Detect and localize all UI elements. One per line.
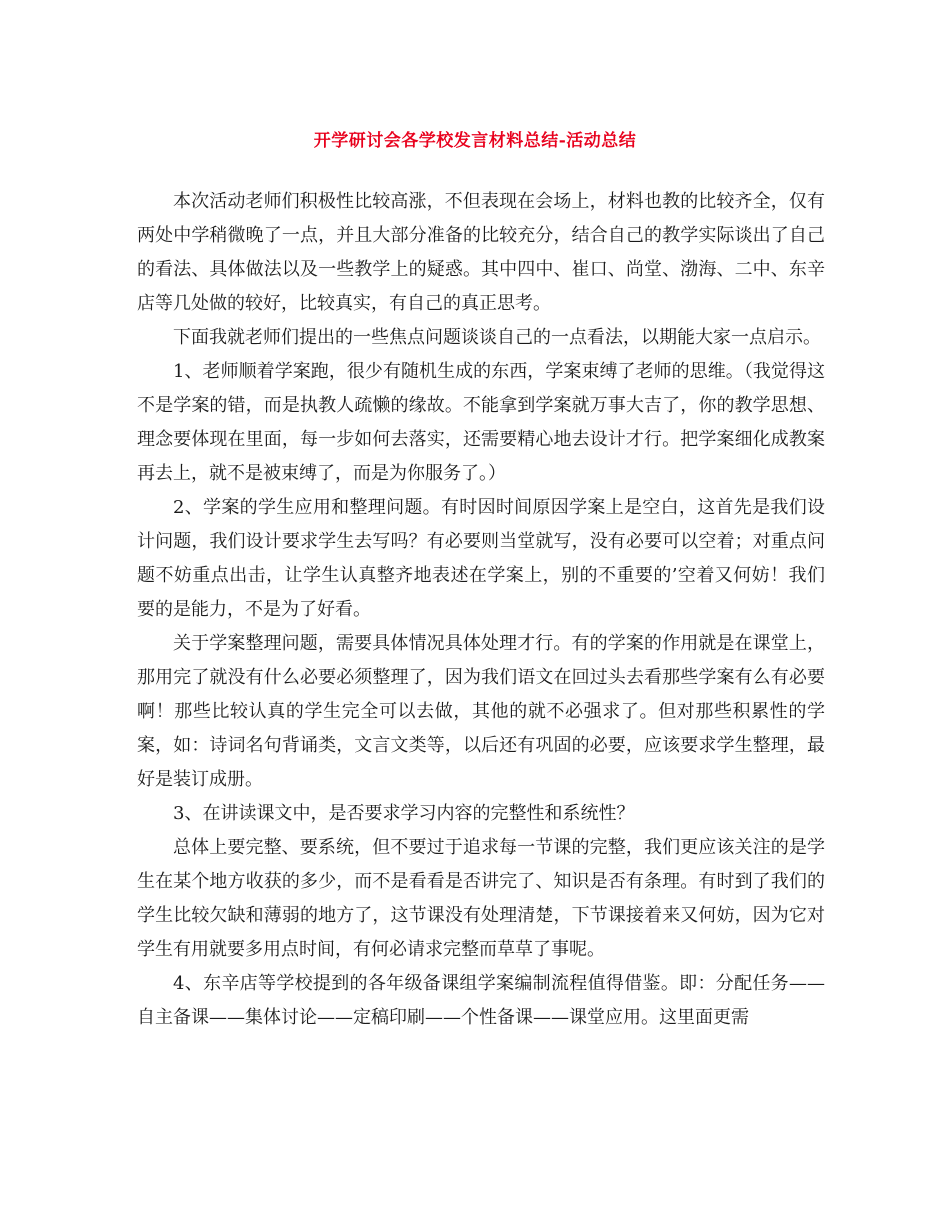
paragraph: 2、学案的学生应用和整理问题。有时因时间原因学案上是空白，这首先是我们设计问题，我们设计要求学生去写吗？有必要则当堂就写，没有必要可以空着；对重点问题不妨重点出击，让学生认真整齐地表述在学案上，别的不重要的’空着又何妨！我们要的是能力，不是为了好看。: [137, 497, 825, 620]
document-body: [137, 185, 825, 1035]
paragraph: 3、在讲读课文中，是否要求学习内容的完整性和系统性？: [173, 803, 635, 824]
paragraph: 4、东辛店等学校提到的各年级备课组学案编制流程值得借鉴。即：分配任务——自主备课——集体讨论——定稿印刷——个性备课——课堂应用。这里面更需: [137, 973, 825, 1028]
paragraph: 下面我就老师们提出的一些焦点问题谈谈自己的一点看法，以期能大家一点启示。: [173, 327, 821, 348]
paragraph: 总体上要完整、要系统，但不要过于追求每一节课的完整，我们更应该关注的是学生在某个地方收获的多少，而不是看看是否讲完了、知识是否有条理。有时到了我们的学生比较欠缺和薄弱的地方了，这节课没有处理清楚，下节课接着来又何妨，因为它对学生有用就要多用点时间，有何必请求完整而草草了事呢。: [137, 837, 825, 960]
paragraph: 1、老师顺着学案跑，很少有随机生成的东西，学案束缚了老师的思维。（我觉得这不是学案的错，而是执教人疏懒的缘故。不能拿到学案就万事大吉了，你的教学思想、理念要体现在里面，每一步如何去落实，还需要精心地去设计才行。把学案细化成教案再去上，就不是被束缚了，而是为你服务了。）: [137, 361, 825, 484]
paragraph: 本次活动老师们积极性比较高涨，不但表现在会场上，材料也教的比较齐全，仅有两处中学稍微晚了一点，并且大部分准备的比较充分，结合自己的教学实际谈出了自己的看法、具体做法以及一些教学上的疑惑。其中四中、崔口、尚堂、渤海、二中、东辛店等几处做的较好，比较真实，有自己的真正思考。: [137, 191, 825, 314]
document-title: 开学研讨会各学校发言材料总结-活动总结: [313, 131, 637, 151]
paragraph: 关于学案整理问题，需要具体情况具体处理才行。有的学案的作用就是在课堂上，那用完了就没有什么必要必须整理了，因为我们语文在回过头去看那些学案有么有必要啊！那些比较认真的学生完全可以去做，其他的就不必强求了。但对那些积累性的学案，如：诗词名句背诵类，文言文类等，以后还有巩固的必要，应该要求学生整理，最好是装订成册。: [137, 633, 825, 790]
